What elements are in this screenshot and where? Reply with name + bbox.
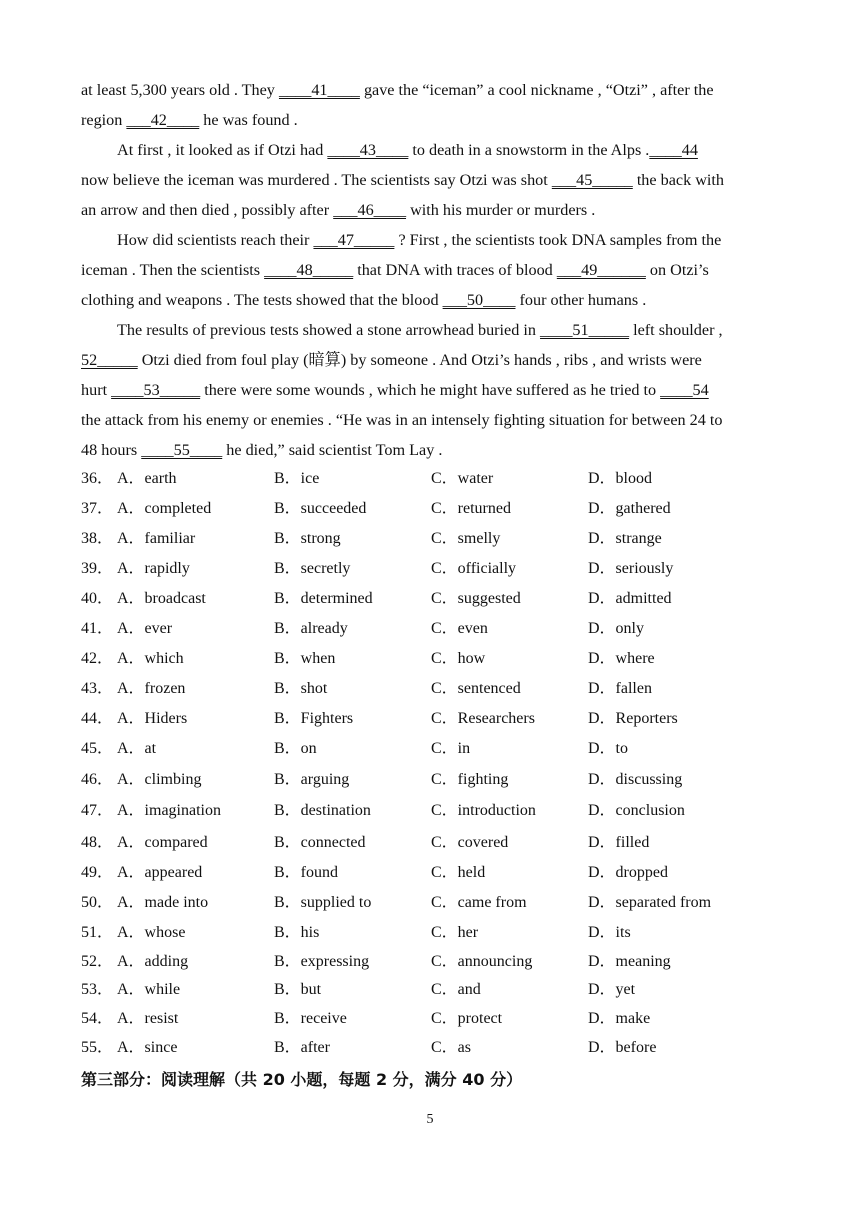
option-c: C．sentenced bbox=[431, 680, 521, 697]
question-number: 37． bbox=[81, 500, 114, 517]
option-a: A．ever bbox=[117, 620, 173, 637]
question-number: 36． bbox=[81, 470, 114, 487]
blank-42: ___42____ bbox=[126, 111, 200, 129]
blank-46: ___46____ bbox=[333, 201, 407, 219]
option-d: D．meaning bbox=[588, 953, 671, 970]
question-number: 50． bbox=[81, 894, 114, 911]
passage-text: clothing and weapons . The tests showed that the blood bbox=[81, 291, 443, 309]
question-number: 46． bbox=[81, 771, 114, 788]
blank-44: ____44 bbox=[649, 141, 698, 159]
question-number: 45． bbox=[81, 740, 114, 757]
question-number: 43． bbox=[81, 680, 114, 697]
question-number: 47． bbox=[81, 802, 114, 819]
passage-text: the attack from his enemy or enemies . “He was in an intensely fighting situation for between 24 to bbox=[81, 411, 723, 429]
option-d: D．only bbox=[588, 620, 645, 637]
blank-55: ____55____ bbox=[141, 441, 223, 459]
blank-45: ___45_____ bbox=[551, 171, 633, 189]
passage-text: hurt bbox=[81, 381, 112, 399]
option-b: B．already bbox=[274, 620, 348, 637]
option-c: C．protect bbox=[431, 1010, 503, 1027]
option-b: B．when bbox=[274, 650, 336, 667]
option-b: B．after bbox=[274, 1039, 330, 1056]
option-a: A．familiar bbox=[117, 530, 196, 547]
option-c: C．covered bbox=[431, 834, 509, 851]
option-b: B．determined bbox=[274, 590, 373, 607]
passage-text: region bbox=[81, 111, 127, 129]
option-a: A．Hiders bbox=[117, 710, 188, 727]
passage-text: at least 5,300 years old . They bbox=[81, 81, 279, 99]
passage-text: on Otzi’s bbox=[645, 261, 709, 279]
blank-47: ___47_____ bbox=[313, 231, 395, 249]
option-a: A．which bbox=[117, 650, 184, 667]
blank-41: ____41____ bbox=[278, 81, 360, 99]
option-d: D．before bbox=[588, 1039, 657, 1056]
option-d: D．Reporters bbox=[588, 710, 678, 727]
option-c: C．returned bbox=[431, 500, 511, 517]
passage-text: he died,” said scientist Tom Lay . bbox=[222, 441, 443, 459]
blank-43: ____43____ bbox=[327, 141, 409, 159]
question-number: 40． bbox=[81, 590, 114, 607]
option-d: D．seriously bbox=[588, 560, 674, 577]
option-a: A．while bbox=[117, 981, 181, 998]
question-number: 44． bbox=[81, 710, 114, 727]
question-number: 55． bbox=[81, 1039, 114, 1056]
option-d: D．admitted bbox=[588, 590, 672, 607]
option-c: C．how bbox=[431, 650, 486, 667]
question-number: 41． bbox=[81, 620, 114, 637]
option-d: D．yet bbox=[588, 981, 636, 998]
option-c: C．suggested bbox=[431, 590, 521, 607]
question-number: 48． bbox=[81, 834, 114, 851]
option-d: D．conclusion bbox=[588, 802, 685, 819]
passage-text: an arrow and then died , possibly after bbox=[81, 201, 334, 219]
question-number: 39． bbox=[81, 560, 114, 577]
blank-49: ___49______ bbox=[556, 261, 646, 279]
option-d: D．its bbox=[588, 924, 631, 941]
option-b: B．secretly bbox=[274, 560, 351, 577]
passage-text: there were some wounds , which he might have suffered as he tried to bbox=[200, 381, 661, 399]
option-b: B．on bbox=[274, 740, 317, 757]
option-a: A．completed bbox=[117, 500, 212, 517]
option-b: B．strong bbox=[274, 530, 341, 547]
passage-text: How did scientists reach their bbox=[117, 231, 314, 249]
option-c: C．even bbox=[431, 620, 488, 637]
question-number: 38． bbox=[81, 530, 114, 547]
passage-text: four other humans . bbox=[515, 291, 647, 309]
option-d: D．make bbox=[588, 1010, 651, 1027]
option-c: C．as bbox=[431, 1039, 472, 1056]
option-c: C．came from bbox=[431, 894, 527, 911]
option-b: B．his bbox=[274, 924, 320, 941]
passage-text: with his murder or murders . bbox=[406, 201, 596, 219]
passage-paragraph-4 bbox=[81, 315, 782, 465]
option-a: A．adding bbox=[117, 953, 189, 970]
passage-text: The results of previous tests showed a stone arrowhead buried in bbox=[117, 321, 541, 339]
option-c: C．water bbox=[431, 470, 494, 487]
passage-text: Otzi died from foul play (暗算) by someone . And Otzi’s hands , ribs , and wrists were bbox=[137, 351, 702, 369]
passage-paragraph-3 bbox=[81, 225, 782, 315]
option-b: B．but bbox=[274, 981, 322, 998]
option-d: D．blood bbox=[588, 470, 653, 487]
passage-text: he was found . bbox=[199, 111, 298, 129]
option-b: B．shot bbox=[274, 680, 328, 697]
option-a: A．earth bbox=[117, 470, 177, 487]
question-number: 51． bbox=[81, 924, 114, 941]
blank-54: ____54 bbox=[660, 381, 709, 399]
blank-53: ____53_____ bbox=[111, 381, 201, 399]
option-b: B．ice bbox=[274, 470, 320, 487]
option-b: B．expressing bbox=[274, 953, 370, 970]
option-b: B．supplied to bbox=[274, 894, 372, 911]
option-a: A．since bbox=[117, 1039, 178, 1056]
option-d: D．separated from bbox=[588, 894, 712, 911]
passage-text: 48 hours bbox=[81, 441, 142, 459]
option-b: B．Fighters bbox=[274, 710, 354, 727]
page-number: 5 bbox=[426, 1112, 434, 1127]
section-title: 第三部分：阅读理解（共 20 小题，每题 2 分，满分 40 分） bbox=[81, 1070, 523, 1089]
blank-48: ____48_____ bbox=[264, 261, 354, 279]
passage-text: At first , it looked as if Otzi had bbox=[117, 141, 328, 159]
option-d: D．strange bbox=[588, 530, 662, 547]
option-c: C．officially bbox=[431, 560, 517, 577]
passage-text: gave the “iceman” a cool nickname , “Otzi” , after the bbox=[359, 81, 714, 99]
option-c: C．announcing bbox=[431, 953, 533, 970]
option-c: C．held bbox=[431, 864, 486, 881]
passage-text: ? First , the scientists took DNA samples from the bbox=[394, 231, 722, 249]
passage-paragraph-1 bbox=[81, 75, 782, 135]
option-d: D．fallen bbox=[588, 680, 652, 697]
option-a: A．frozen bbox=[117, 680, 186, 697]
option-b: B．destination bbox=[274, 802, 371, 819]
option-c: C．her bbox=[431, 924, 479, 941]
blank-52: 52_____ bbox=[81, 351, 138, 369]
question-number: 54． bbox=[81, 1010, 114, 1027]
option-c: C．introduction bbox=[431, 802, 536, 819]
option-a: A．whose bbox=[117, 924, 186, 941]
option-c: C．smelly bbox=[431, 530, 501, 547]
option-a: A．imagination bbox=[117, 802, 221, 819]
passage-text: left shoulder , bbox=[629, 321, 723, 339]
option-a: A．resist bbox=[117, 1010, 179, 1027]
question-number: 53． bbox=[81, 981, 114, 998]
option-d: D．discussing bbox=[588, 771, 683, 788]
option-c: C．in bbox=[431, 740, 471, 757]
passage-text: that DNA with traces of blood bbox=[353, 261, 557, 279]
passage-text: the back with bbox=[632, 171, 725, 189]
option-a: A．climbing bbox=[117, 771, 202, 788]
passage-text: to death in a snowstorm in the Alps . bbox=[408, 141, 650, 159]
question-number: 42． bbox=[81, 650, 114, 667]
option-d: D．filled bbox=[588, 834, 650, 851]
blank-50: ___50____ bbox=[442, 291, 516, 309]
option-b: B．arguing bbox=[274, 771, 350, 788]
option-d: D．where bbox=[588, 650, 655, 667]
option-a: A．at bbox=[117, 740, 157, 757]
option-b: B．succeeded bbox=[274, 500, 367, 517]
option-a: A．rapidly bbox=[117, 560, 190, 577]
option-b: B．found bbox=[274, 864, 339, 881]
option-b: B．connected bbox=[274, 834, 366, 851]
question-number: 49． bbox=[81, 864, 114, 881]
option-d: D．gathered bbox=[588, 500, 671, 517]
option-b: B．receive bbox=[274, 1010, 347, 1027]
question-number: 52． bbox=[81, 953, 114, 970]
option-a: A．broadcast bbox=[117, 590, 206, 607]
option-c: C．and bbox=[431, 981, 481, 998]
blank-51: ____51_____ bbox=[540, 321, 630, 339]
option-c: C．fighting bbox=[431, 771, 509, 788]
passage-text: now believe the iceman was murdered . The scientists say Otzi was shot bbox=[81, 171, 552, 189]
passage-paragraph-2 bbox=[81, 135, 782, 225]
option-d: D．to bbox=[588, 740, 629, 757]
passage-text: iceman . Then the scientists bbox=[81, 261, 265, 279]
option-a: A．appeared bbox=[117, 864, 203, 881]
option-a: A．made into bbox=[117, 894, 209, 911]
option-d: D．dropped bbox=[588, 864, 668, 881]
option-c: C．Researchers bbox=[431, 710, 535, 727]
option-a: A．compared bbox=[117, 834, 208, 851]
